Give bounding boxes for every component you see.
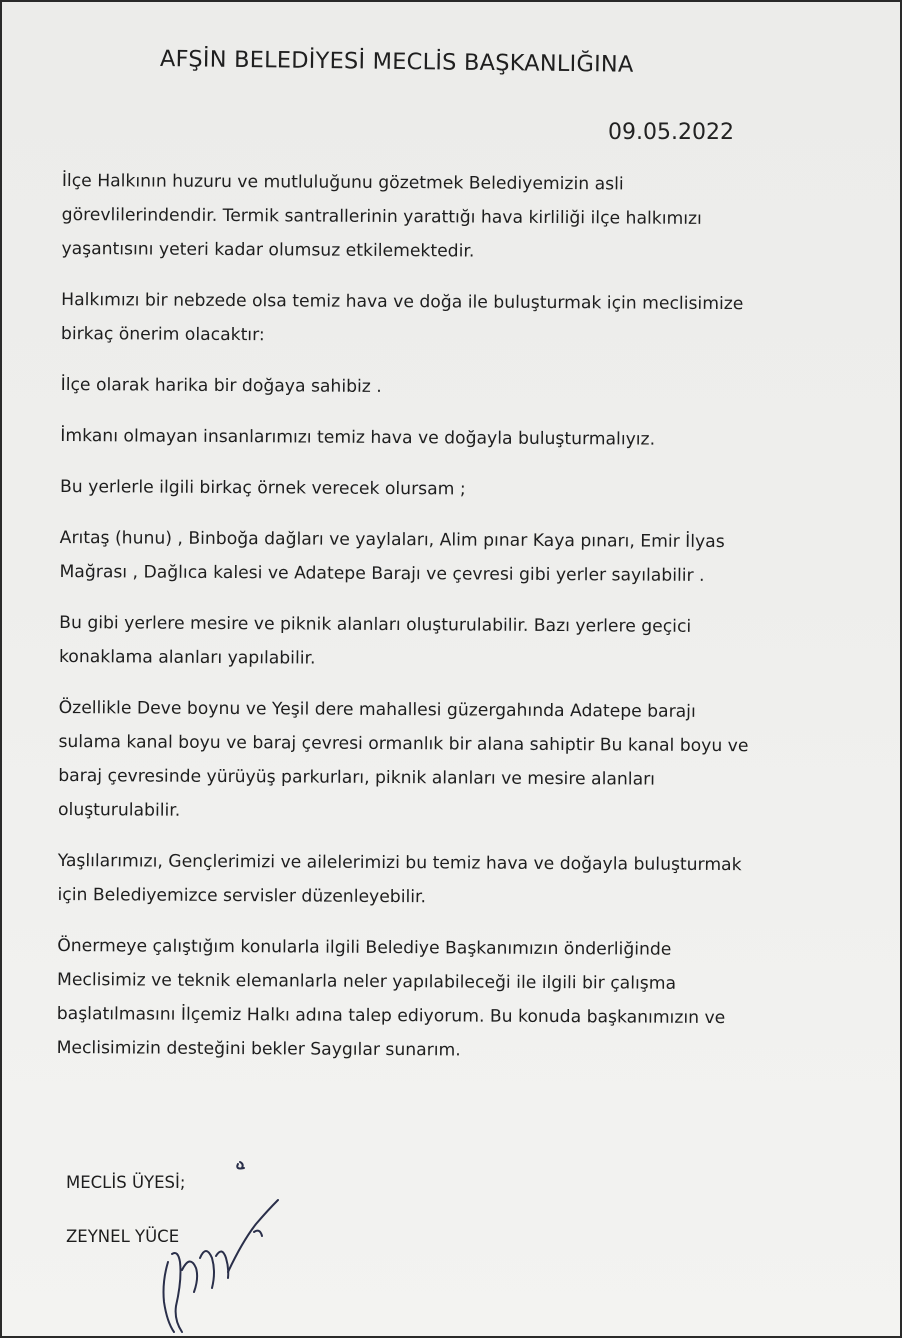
signer-name: ZEYNEL YÜCE	[66, 1227, 180, 1246]
text-line: başlatılmasını İlçemiz Halkı adına talep ediyorum. Bu konuda başkanımızın ve	[56, 1003, 726, 1029]
text-line: İmkanı olmayan insanlarımızı temiz hava ve doğayla buluşturmalıyız.	[60, 425, 656, 450]
paragraph-3	[61, 368, 861, 407]
paragraph-4	[60, 419, 860, 458]
text-line: Meclisimiz ve teknik elemanlarla neler yapılabileceği ile ilgili bir çalışma	[56, 969, 677, 994]
handwritten-signature-icon	[142, 1152, 322, 1336]
paragraph-7	[59, 606, 859, 679]
signer-role: MECLİS ÜYESİ;	[66, 1173, 186, 1192]
text-line: birkaç önerim olacaktır:	[60, 323, 265, 346]
document-title: AFŞİN BELEDİYESİ MECLİS BAŞKANLIĞINA	[159, 46, 634, 78]
text-line: Meclisimizin desteğini bekler Saygılar sunarım.	[56, 1037, 461, 1061]
text-line: Özellikle Deve boynu ve Yeşil dere mahallesi güzergahında Adatepe barajı	[58, 697, 696, 722]
text-line: Arıtaş (hunu) , Binboğa dağları ve yaylaları, Alim pınar Kaya pınarı, Emir İlyas	[59, 527, 725, 553]
text-line: İlçe Halkının huzuru ve mutluluğunu gözetmek Belediyemizin asli	[61, 170, 624, 195]
text-line: baraj çevresinde yürüyüş parkurları, piknik alanları ve mesire alanları	[58, 765, 656, 790]
text-line: Halkımızı bir nebzede olsa temiz hava ve doğa ile buluşturmak için meclisimize	[61, 289, 744, 315]
text-line: Önermeye çalıştığım konularla ilgili Belediye Başkanımızın önderliğinde	[57, 935, 672, 960]
text-line: oluşturulabilir.	[57, 799, 181, 821]
text-line: Bu gibi yerlere mesire ve piknik alanları oluşturulabilir. Bazı yerlere geçici	[59, 612, 692, 637]
paragraph-5	[60, 470, 860, 509]
text-line: Mağrası , Dağlıca kalesi ve Adatepe Barajı ve çevresi gibi yerler sayılabilir .	[59, 561, 705, 586]
paragraph-6	[59, 521, 859, 594]
text-line: İlçe olarak harika bir doğaya sahibiz .	[60, 374, 382, 397]
text-line: Yaşlılarımızı, Gençlerimizi ve ailelerimizi bu temiz hava ve doğayla buluşturmak	[57, 850, 742, 876]
paragraph-1	[61, 164, 862, 271]
document-date: 09.05.2022	[608, 120, 734, 145]
text-line: konaklama alanları yapılabilir.	[58, 646, 316, 669]
text-line: yaşantısını yeteri kadar olumsuz etkilemektedir.	[61, 238, 475, 262]
text-line: Bu yerlerle ilgili birkaç örnek verecek olursam ;	[59, 476, 466, 500]
document-body	[56, 164, 862, 1087]
paragraph-10	[56, 929, 857, 1070]
document-page	[2, 2, 900, 1336]
paragraph-2	[61, 283, 861, 356]
paragraph-8	[58, 691, 859, 832]
text-line: için Belediyemizce servisler düzenleyebilir.	[57, 884, 427, 908]
text-line: sulama kanal boyu ve baraj çevresi ormanlık bir alana sahiptir Bu kanal boyu ve	[58, 731, 749, 757]
paragraph-9	[57, 844, 857, 917]
text-line: görevlilerindendir. Termik santrallerinin yarattığı hava kirliliği ilçe halkımızı	[61, 204, 702, 229]
